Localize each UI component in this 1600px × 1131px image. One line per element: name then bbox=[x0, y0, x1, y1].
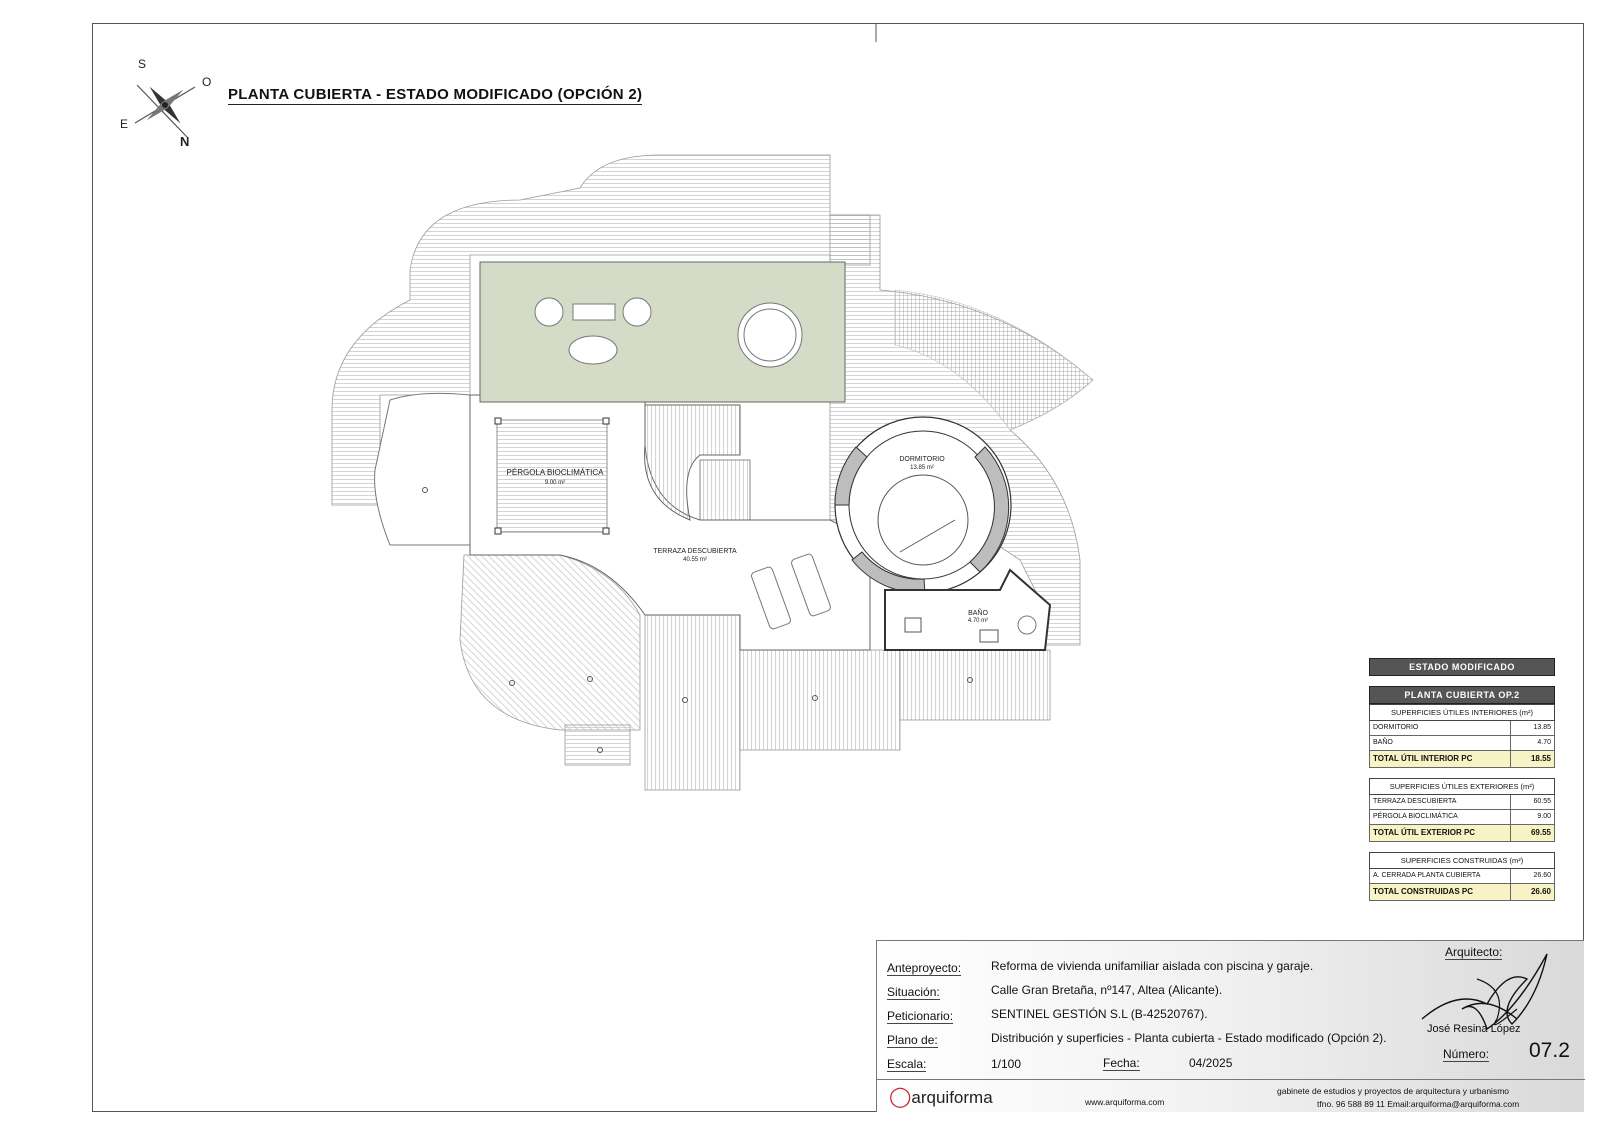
situacion-label: Situación: bbox=[887, 985, 940, 999]
numero-label: Número: bbox=[1443, 1047, 1490, 1061]
table-row: BAÑO 4.70 bbox=[1369, 736, 1555, 751]
surface-table bbox=[1369, 658, 1555, 901]
fecha-value: 04/2025 bbox=[1189, 1056, 1233, 1070]
round-daybed-icon bbox=[738, 303, 802, 367]
total-row: TOTAL ÚTIL EXTERIOR PC 69.55 bbox=[1369, 825, 1555, 842]
deck-lower-middle bbox=[645, 615, 740, 790]
bano-label: BAÑO bbox=[968, 610, 988, 617]
terraza-area-label: 40.55 m² bbox=[683, 557, 707, 563]
table-row: TERRAZA DESCUBIERTA 60.55 bbox=[1369, 795, 1555, 810]
deck-lower-right bbox=[740, 650, 900, 750]
compass-o-label: O bbox=[202, 75, 212, 89]
arquiforma-logo: ◯arquiforma bbox=[889, 1086, 993, 1108]
numero-value: 07.2 bbox=[1529, 1039, 1570, 1062]
title-block bbox=[876, 940, 1584, 1112]
situacion-value: Calle Gran Bretaña, nº147, Altea (Alicante). bbox=[991, 983, 1223, 997]
pergola-area-label: 9.00 m² bbox=[544, 480, 566, 486]
total-row: TOTAL CONSTRUIDAS PC 26.60 bbox=[1369, 884, 1555, 901]
table-header: ESTADO MODIFICADO bbox=[1369, 658, 1555, 676]
escala-label: Escala: bbox=[887, 1057, 927, 1071]
toilet-icon bbox=[905, 618, 921, 632]
total-row: TOTAL ÚTIL INTERIOR PC 18.55 bbox=[1369, 751, 1555, 768]
compass-s-label: S bbox=[138, 57, 147, 71]
sink-icon bbox=[980, 630, 998, 642]
deck-lower-left bbox=[460, 555, 640, 730]
tagline-text: gabinete de estudios y proyectos de arquitectura y urbanismo bbox=[1277, 1086, 1509, 1096]
plan-title: PLANTA CUBIERTA - ESTADO MODIFICADO (OPCIÓN 2) bbox=[228, 86, 643, 103]
dormitorio-area-label: 13.85 m² bbox=[910, 465, 934, 471]
left-balcony bbox=[375, 393, 470, 545]
compass-e-label: E bbox=[120, 117, 129, 131]
contact-text: tfno. 96 588 89 11 Email:arquiforma@arquiforma.com bbox=[1317, 1099, 1520, 1109]
compass-rose-icon bbox=[135, 84, 195, 137]
peticionario-label: Peticionario: bbox=[887, 1009, 954, 1023]
compass-n-label: N bbox=[180, 134, 190, 149]
arquitecto-name: José Resina López bbox=[1427, 1023, 1521, 1035]
dormitorio-label: DORMITORIO bbox=[899, 456, 945, 463]
deck-lower-step bbox=[565, 725, 630, 765]
construidas-title: SUPERFICIES CONSTRUIDAS (m²) bbox=[1369, 852, 1555, 869]
bano-area-label: 4.70 m² bbox=[967, 618, 989, 624]
pergola-label: PÉRGOLA BIOCLIMÁTICA bbox=[506, 468, 604, 477]
arquitecto-label: Arquitecto: bbox=[1445, 945, 1503, 959]
plano-label: Plano de: bbox=[887, 1033, 938, 1047]
table-subheader: PLANTA CUBIERTA OP.2 bbox=[1369, 686, 1555, 704]
terraza-label: TERRAZA DESCUBIERTA bbox=[653, 548, 737, 555]
table-row: PÉRGOLA BIOCLIMÁTICA 9.00 bbox=[1369, 810, 1555, 825]
staircase-lower bbox=[700, 460, 750, 520]
table-row: DORMITORIO 13.85 bbox=[1369, 721, 1555, 736]
web-text: www.arquiforma.com bbox=[1085, 1097, 1165, 1107]
escala-value: 1/100 bbox=[991, 1057, 1022, 1071]
interior-title: SUPERFICIES ÚTILES INTERIORES (m²) bbox=[1369, 704, 1555, 721]
anteproyecto-value: Reforma de vivienda unifamiliar aislada con piscina y garaje. bbox=[991, 959, 1314, 973]
exterior-title: SUPERFICIES ÚTILES EXTERIORES (m²) bbox=[1369, 778, 1555, 795]
deck-lower-far-right bbox=[900, 650, 1050, 720]
peticionario-value: SENTINEL GESTIÓN S.L (B-42520767). bbox=[991, 1007, 1208, 1021]
anteproyecto-label: Anteproyecto: bbox=[887, 961, 962, 975]
table-row: A. CERRADA PLANTA CUBIERTA 26.60 bbox=[1369, 869, 1555, 884]
fecha-label: Fecha: bbox=[1103, 1056, 1140, 1070]
plano-value: Distribución y superficies - Planta cubierta - Estado modificado (Opción 2). bbox=[991, 1031, 1387, 1045]
